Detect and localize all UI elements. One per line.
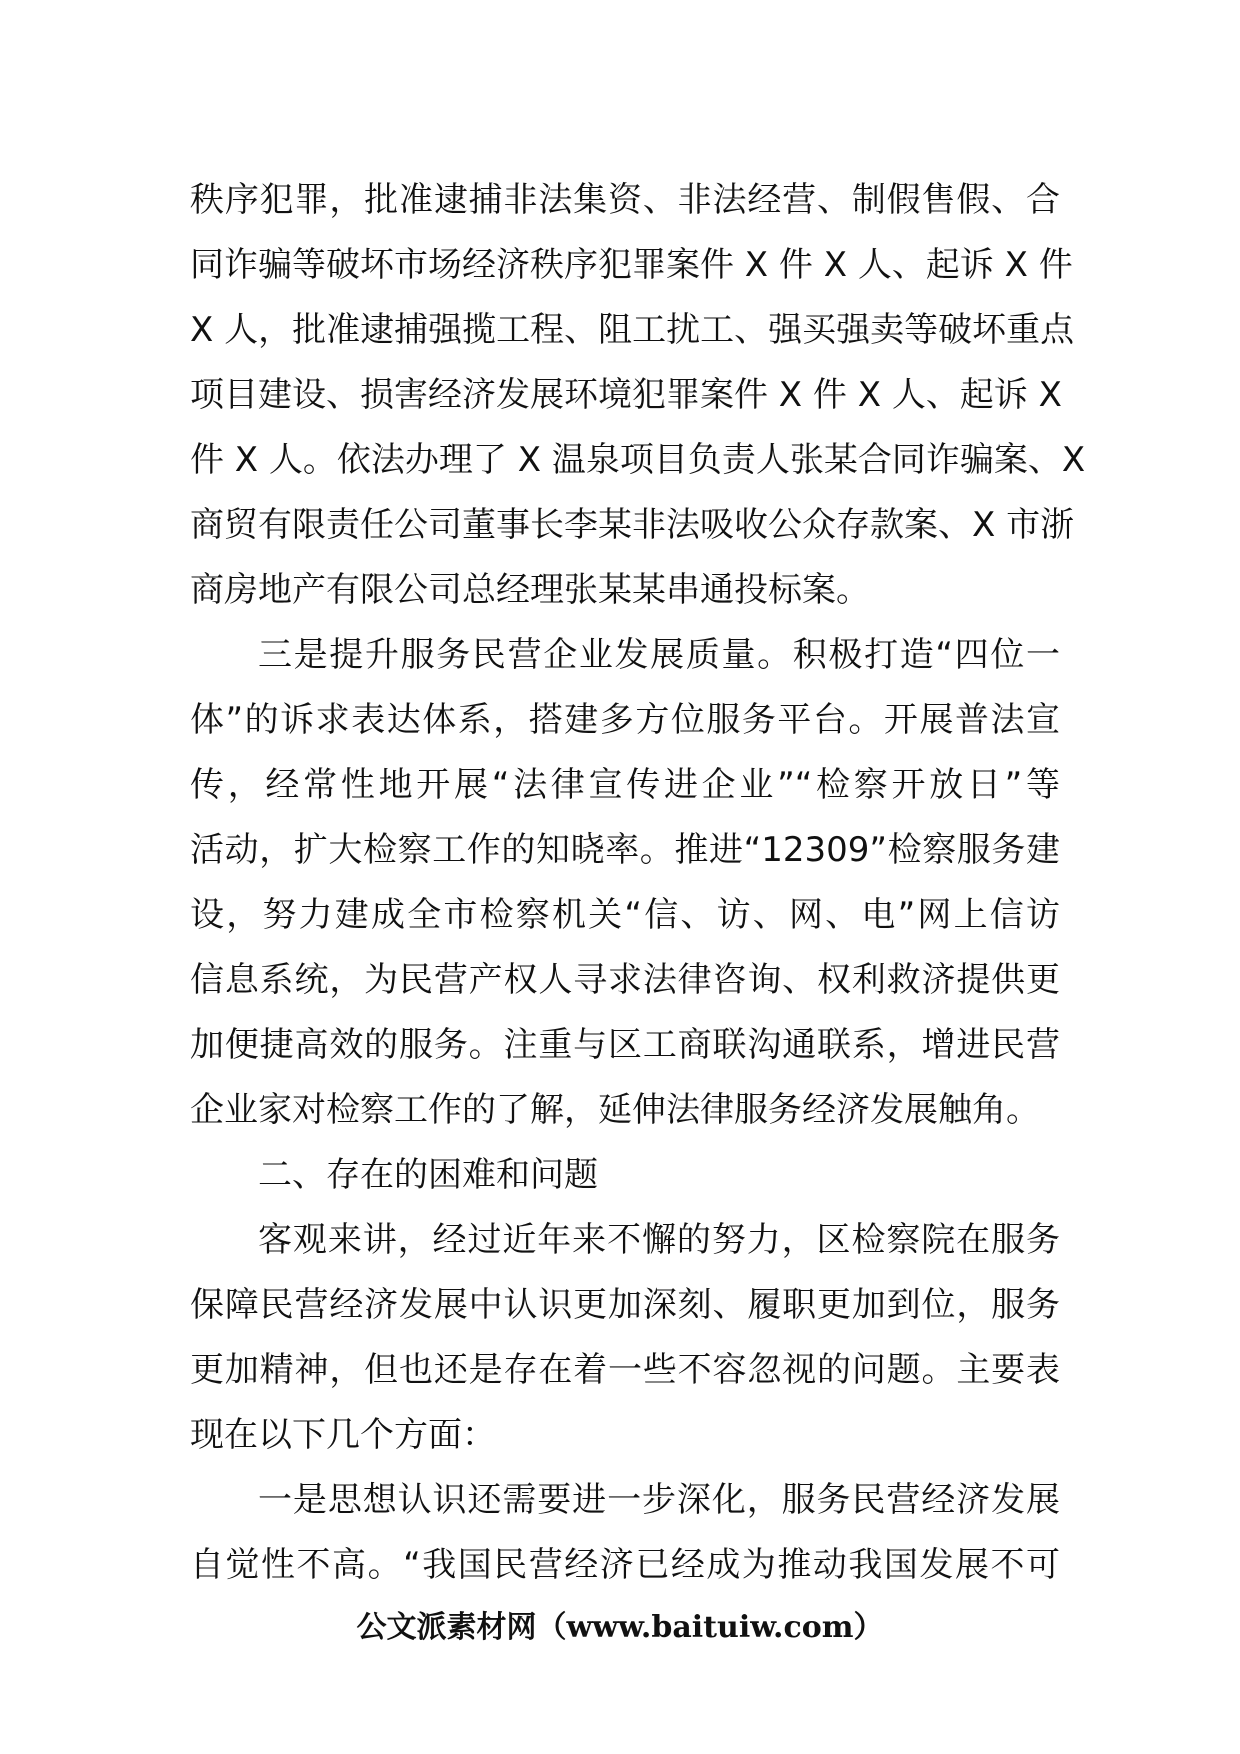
paragraph-line: 项目建设、损害经济发展环境犯罪案件 X 件 X 人、起诉 X bbox=[190, 375, 1062, 415]
paragraph-line: 自觉性不高。“我国民营经济已经成为推动我国发展不可 bbox=[190, 1545, 1060, 1585]
paragraph-line: 企业家对检察工作的了解，延伸法律服务经济发展触角。 bbox=[190, 1090, 1040, 1130]
paragraph-line: 三是提升服务民营企业发展质量。积极打造“四位一 bbox=[258, 635, 1060, 675]
paragraph-line: 更加精神，但也还是存在着一些不容忽视的问题。主要表 bbox=[190, 1350, 1060, 1390]
footer-watermark: 公文派素材网（www.baituiw.com） bbox=[356, 1610, 884, 1645]
paragraph-line: 信息系统，为民营产权人寻求法律咨询、权利救济提供更 bbox=[190, 960, 1060, 1000]
paragraph-line: X 人，批准逮捕强揽工程、阻工扰工、强买强卖等破坏重点 bbox=[190, 310, 1075, 350]
paragraph-line: 传，经常性地开展“法律宣传进企业”“检察开放日”等 bbox=[190, 765, 1060, 805]
paragraph-line: 商房地产有限公司总经理张某某串通投标案。 bbox=[190, 570, 870, 610]
paragraph-line: 客观来讲，经过近年来不懈的努力，区检察院在服务 bbox=[258, 1220, 1060, 1260]
paragraph-line: 同诈骗等破坏市场经济秩序犯罪案件 X 件 X 人、起诉 X 件 bbox=[190, 245, 1073, 285]
paragraph-line: 件 X 人。依法办理了 X 温泉项目负责人张某合同诈骗案、X bbox=[190, 440, 1086, 480]
paragraph-line: 商贸有限责任公司董事长李某非法吸收公众存款案、X 市浙 bbox=[190, 505, 1075, 545]
paragraph-line: 加便捷高效的服务。注重与区工商联沟通联系，增进民营 bbox=[190, 1025, 1060, 1065]
paragraph-line: 设，努力建成全市检察机关“信、访、网、电”网上信访 bbox=[190, 895, 1060, 935]
paragraph-line: 秩序犯罪，批准逮捕非法集资、非法经营、制假售假、合 bbox=[190, 180, 1060, 220]
paragraph-line: 现在以下几个方面： bbox=[190, 1415, 496, 1455]
paragraph-line: 一是思想认识还需要进一步深化，服务民营经济发展 bbox=[258, 1480, 1060, 1520]
section-heading: 二、存在的困难和问题 bbox=[258, 1155, 598, 1195]
paragraph-line: 体”的诉求表达体系，搭建多方位服务平台。开展普法宣 bbox=[190, 700, 1060, 740]
document-body bbox=[190, 168, 1086, 1598]
paragraph-line: 活动，扩大检察工作的知晓率。推进“12309”检察服务建 bbox=[190, 830, 1060, 870]
paragraph-line: 保障民营经济发展中认识更加深刻、履职更加到位，服务 bbox=[190, 1285, 1060, 1325]
